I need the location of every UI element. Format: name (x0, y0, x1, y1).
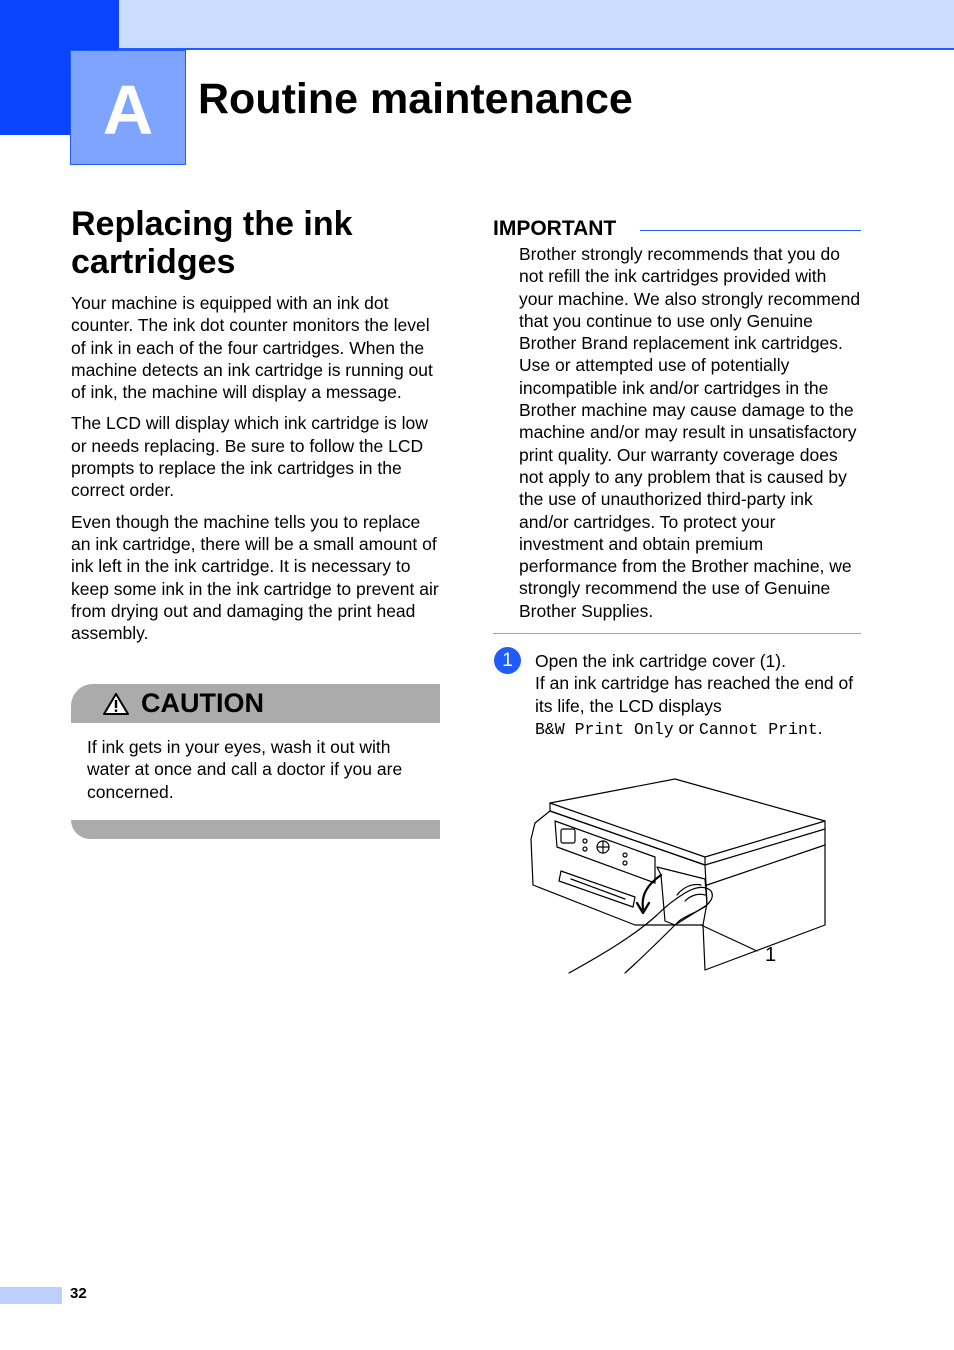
printer-illustration (525, 775, 835, 975)
step-number-badge: 1 (494, 647, 521, 674)
paragraph: Your machine is equipped with an ink dot counter. The ink dot counter monitors the level of ink in each of the four cartridges. When the machine detects an ink cartridge is running out of ink, the machine will display a message. (71, 293, 433, 403)
important-heading: IMPORTANT (493, 217, 617, 240)
intro-text (71, 292, 441, 653)
warning-triangle-icon (103, 693, 129, 715)
step-text (535, 650, 865, 741)
caution-footer (71, 820, 440, 839)
step-instruction: Open the ink cartridge cover (1). (535, 651, 786, 671)
caution-label: CAUTION (141, 688, 264, 718)
page-number: 32 (70, 1285, 87, 1302)
figure-callout: 1 (765, 944, 777, 966)
lcd-message: B&W Print Only (535, 719, 674, 739)
paragraph: The LCD will display which ink cartridge is low or needs replacing. Be sure to follow the LCD prompts to replace the ink cartridges in the correct order. (71, 413, 428, 501)
header-rule (119, 48, 954, 50)
important-rule (640, 230, 861, 231)
page-tab (0, 1287, 62, 1304)
chapter-letter: A (102, 70, 154, 149)
chapter-letter-box (70, 50, 186, 165)
section-title: Replacing the ink cartridges (71, 205, 353, 281)
header-band (0, 0, 954, 49)
important-end-rule (493, 633, 861, 634)
step-note: If an ink cartridge has reached the end of its life, the LCD displays (535, 673, 854, 716)
paragraph: Even though the machine tells you to replace an ink cartridge, there will be a small amount of ink left in the ink cartridge. It is necessary to keep some ink in the ink cartridge to prevent air from drying out and damaging the print head assembly. (71, 511, 439, 644)
conjunction: or (673, 717, 699, 738)
caution-text: If ink gets in your eyes, wash it out with water at once and call a doctor if you are concerned. (87, 737, 403, 802)
important-text: Brother strongly recommends that you do not refill the ink cartridges provided with your machine. We also strongly recommend that you continue to use only Genuine Brother Brand replacement ink cartridges. Use or attempted use of potentially incompatible ink and/or cartridges in the Brother machine may cause damage to the machine and/or may result in unsatisfactory print quality. Our warranty coverage does not apply to any problem that is caused by the use of unauthorized third-party ink and/or cartridges. To protect your investment and obtain premium performance from the Brother machine, we strongly recommend the use of Genuine Brother Supplies. (519, 244, 861, 621)
step-lcd-messages (535, 717, 865, 741)
chapter-title: Routine maintenance (198, 75, 633, 123)
sentence-end: . (817, 717, 823, 738)
lcd-message: Cannot Print (698, 719, 818, 739)
caution-header (71, 684, 440, 723)
